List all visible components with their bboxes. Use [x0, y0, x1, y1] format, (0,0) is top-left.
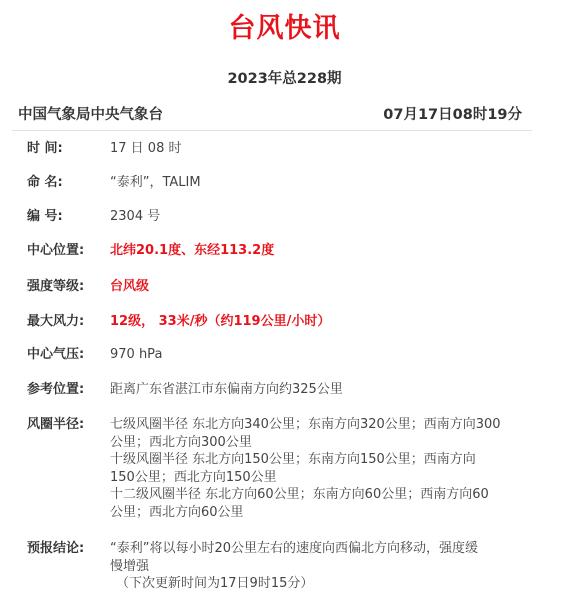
- field-label: 编 号:: [27, 209, 63, 224]
- page-title: 台风快讯: [228, 13, 341, 44]
- field-value: 2304 号: [110, 209, 161, 224]
- forecast-line: “泰利”将以每小时20公里左右的速度向西偏北方向移动，强度缓: [110, 541, 479, 556]
- field-label: 命 名:: [27, 175, 63, 190]
- bulletin-header: [18, 101, 522, 125]
- field-label: 参考位置:: [27, 382, 85, 397]
- field-value: 17 日 08 时: [110, 141, 182, 156]
- wind-radius-value: [110, 416, 520, 521]
- wind-radius-line: 十二级风圈半径 东北方向60公里；东南方向60公里；西南方向60: [110, 487, 489, 502]
- forecast-value: [110, 540, 520, 593]
- field-number: [27, 208, 160, 226]
- field-label: 中心气压:: [27, 347, 85, 362]
- field-name: [27, 174, 201, 192]
- wind-radius-line: 150公里；西北方向150公里: [110, 469, 277, 485]
- issue-number: 2023年总228期: [227, 71, 342, 87]
- field-value: 970 hPa: [110, 347, 163, 362]
- field-max-wind: [27, 313, 330, 331]
- wind-radius-line: 公里；西北方向60公里: [110, 504, 244, 520]
- forecast-line: 慢增强: [110, 558, 150, 574]
- agency-name: 中国气象局中央气象台: [18, 106, 163, 123]
- field-intensity: [27, 278, 149, 296]
- field-label: 强度等级:: [27, 279, 85, 294]
- field-label: 风圈半径:: [27, 417, 85, 432]
- field-value: 距离广东省湛江市东偏南方向约325公里: [110, 382, 343, 397]
- field-forecast: [27, 540, 520, 593]
- field-label: 时 间:: [27, 141, 63, 156]
- header-divider: [12, 130, 532, 131]
- field-label: 最大风力:: [27, 314, 85, 329]
- field-reference: [27, 381, 343, 399]
- wind-radius-line: 十级风圈半径 东北方向150公里；东南方向150公里；西南方向: [110, 452, 476, 467]
- field-label: 中心位置:: [27, 243, 85, 258]
- field-wind-radius: [27, 416, 520, 521]
- issued-time: 07月17日08时19分: [383, 106, 522, 123]
- max-wind-value: 12级， 33米/秒（约119公里/小时）: [110, 314, 331, 329]
- field-value: “泰利”，TALIM: [110, 175, 201, 190]
- field-pressure: [27, 346, 162, 364]
- field-label: 预报结论:: [27, 541, 85, 556]
- intensity-value: 台风级: [110, 279, 150, 294]
- field-center: [27, 242, 274, 260]
- wind-radius-line: 七级风圈半径 东北方向340公里；东南方向320公里；西南方向300: [110, 417, 501, 432]
- next-update-note: （下次更新时间为17日9时15分）: [116, 576, 314, 591]
- field-time: [27, 140, 181, 158]
- wind-radius-line: 公里；西北方向300公里: [110, 434, 252, 450]
- center-position-value: 北纬20.1度、东经113.2度: [110, 243, 275, 258]
